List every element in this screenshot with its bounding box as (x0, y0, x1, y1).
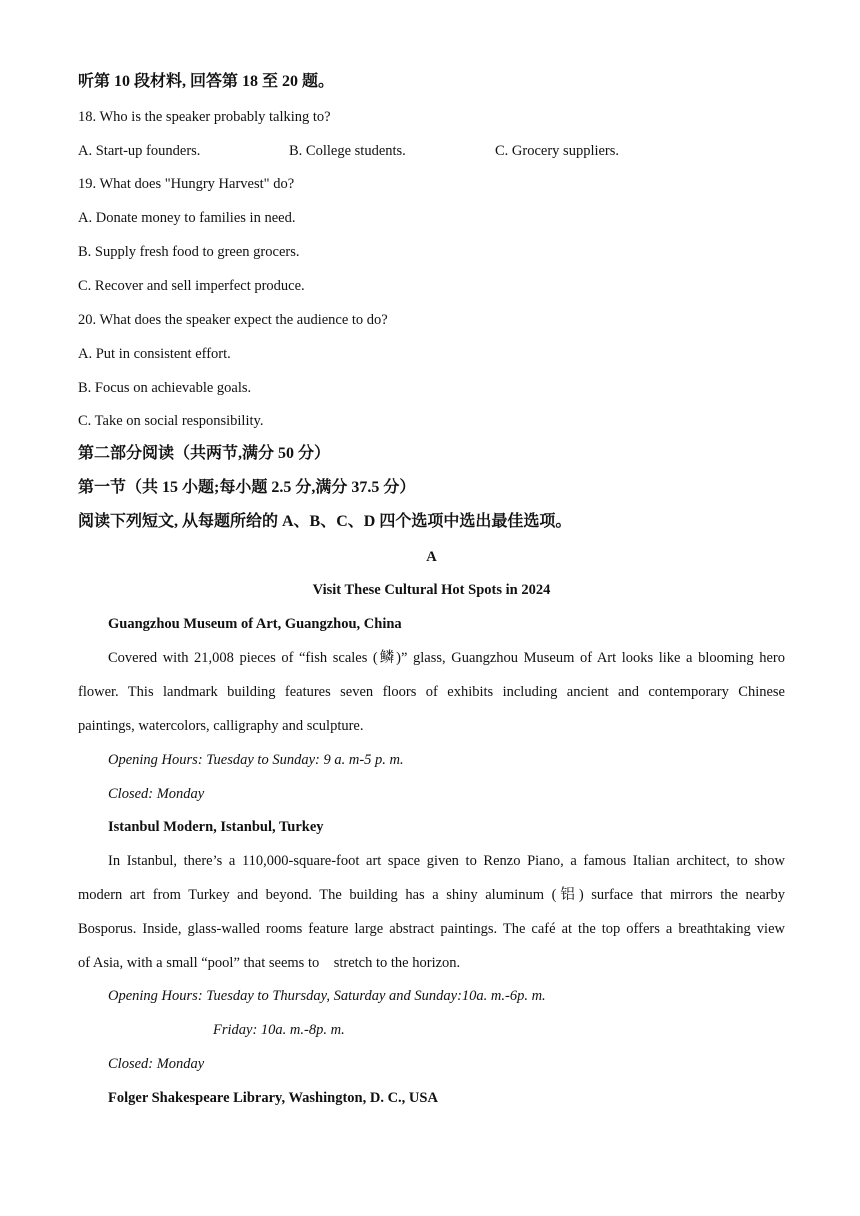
question-18: 18. Who is the speaker probably talking to? (78, 109, 331, 125)
q19-option-b: B. Supply fresh food to green grocers. (78, 244, 300, 260)
guangzhou-closed: Closed: Monday (108, 786, 205, 802)
question-19: 19. What does "Hungry Harvest" do? (78, 176, 295, 192)
guangzhou-opening-hours: Opening Hours: Tuesday to Sunday: 9 a. m-5 p. m. (108, 752, 404, 768)
question-20: 20. What does the speaker expect the audience to do? (78, 312, 388, 328)
istanbul-closed: Closed: Monday (108, 1056, 205, 1072)
reading-part-title: 第二部分阅读（共两节,满分 50 分） (78, 445, 331, 462)
istanbul-text-line-2: modern art from Turkey and beyond. The building has a shiny aluminum (铝) surface that mirrors the nearby (78, 887, 785, 903)
q18-option-c: C. Grocery suppliers. (495, 143, 620, 159)
folger-heading: Folger Shakespeare Library, Washington, D. C., USA (108, 1090, 438, 1106)
guangzhou-text-line-1: Covered with 21,008 pieces of “fish scales (鳞)” glass, Guangzhou Museum of Art looks like a blooming hero (108, 650, 785, 666)
q20-option-c: C. Take on social responsibility. (78, 413, 264, 429)
istanbul-text-line-4: of Asia, with a small “pool” that seems to stretch to the horizon. (78, 955, 461, 971)
listening-header: 听第 10 段材料, 回答第 18 至 20 题。 (78, 73, 335, 90)
guangzhou-heading: Guangzhou Museum of Art, Guangzhou, China (108, 616, 402, 632)
istanbul-text-line-3: Bosporus. Inside, glass-walled rooms feature large abstract paintings. The café at the top offers a breathtaking view (78, 921, 785, 937)
q19-option-c: C. Recover and sell imperfect produce. (78, 278, 305, 294)
guangzhou-text-line-2: flower. This landmark building features seven floors of exhibits including ancient and contemporary Chinese (78, 684, 785, 700)
passage-label: A (426, 549, 437, 565)
q18-option-a: A. Start-up founders. (78, 143, 201, 159)
reading-instruction: 阅读下列短文, 从每题所给的 A、B、C、D 四个选项中选出最佳选项。 (78, 513, 572, 530)
guangzhou-text-line-3: paintings, watercolors, calligraphy and sculpture. (78, 718, 364, 734)
passage-title: Visit These Cultural Hot Spots in 2024 (312, 582, 551, 598)
q20-option-a: A. Put in consistent effort. (78, 346, 231, 362)
q19-option-a: A. Donate money to families in need. (78, 210, 296, 226)
istanbul-opening-hours: Opening Hours: Tuesday to Thursday, Saturday and Sunday:10a. m.-6p. m. (108, 988, 546, 1004)
istanbul-friday-hours: Friday: 10a. m.-8p. m. (213, 1022, 345, 1038)
reading-section-title: 第一节（共 15 小题;每小题 2.5 分,满分 37.5 分） (78, 479, 416, 496)
q20-option-b: B. Focus on achievable goals. (78, 380, 252, 396)
q18-option-b: B. College students. (289, 143, 406, 159)
istanbul-heading: Istanbul Modern, Istanbul, Turkey (108, 819, 324, 835)
istanbul-text-line-1: In Istanbul, there’s a 110,000-square-foot art space given to Renzo Piano, a famous Italian architect, to show (108, 853, 785, 869)
